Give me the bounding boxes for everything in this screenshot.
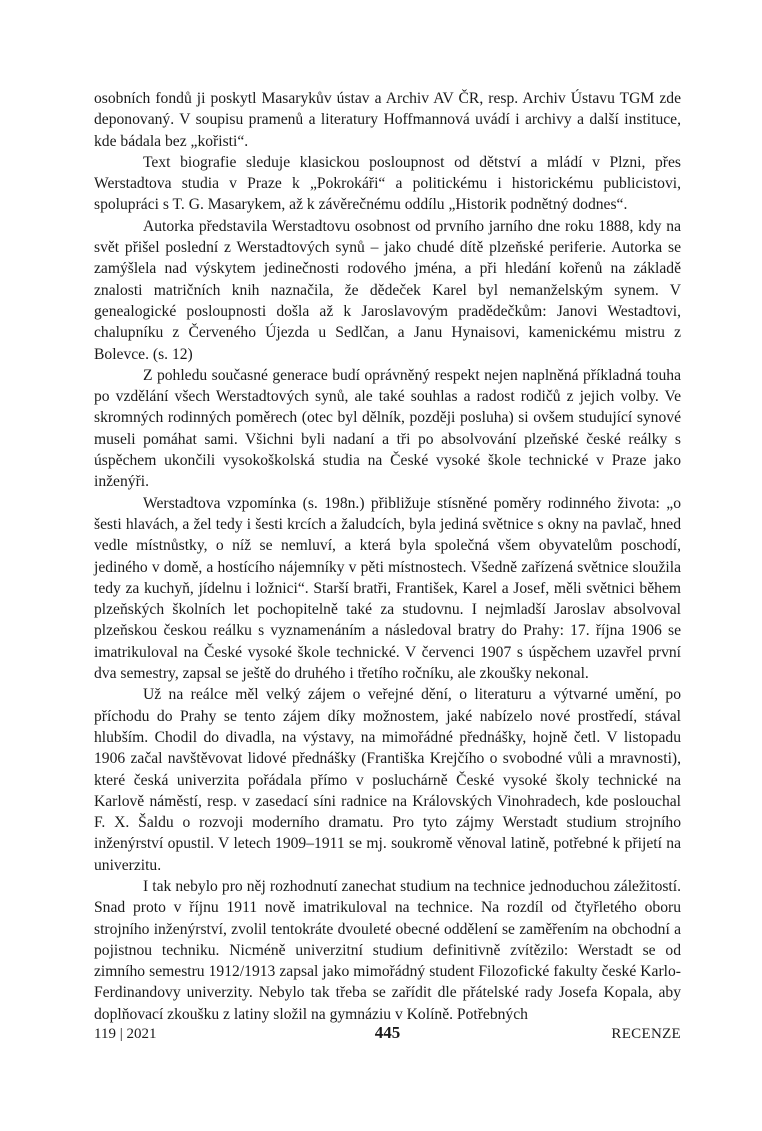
- paragraph-3: Autorka představila Werstadtovu osobnost od prvního jarního dne roku 1888, kdy na svět přišel poslední z Werstadtových synů – jako chudé dítě plzeňské periferie. Autorka se zamýšlela nad výskytem jedinečnosti rodového jména, a při hledání kořenů na základě znalosti matričních knih naznačila, že dědeček Karel byl nemanželským synem. V genealogické posloupnosti došla až k Jaroslavovým pradědečkům: Janovi Westadtovi, chalupníku z Červeného Újezda u Sedlčan, a Janu Hynaisovi, kamenickému mistru z Bolevce. (s. 12): [94, 217, 681, 363]
- page-footer: [94, 1023, 681, 1047]
- paragraph-1: osobních fondů ji poskytl Masarykův ústav a Archiv AV ČR, resp. Archiv Ústavu TGM zde deponovaný. V soupisu pramenů a literatury Hoffmannová uvádí i archivy a další instituce, kde bádala bez „kořisti“.: [94, 90, 681, 150]
- issue-label: 119 | 2021: [94, 1026, 157, 1042]
- page-number: 445: [374, 1023, 401, 1042]
- section-label: RECENZE: [611, 1026, 681, 1042]
- paragraph-5: Werstadtova vzpomínka (s. 198n.) přibližuje stísněné poměry rodinného života: „o šesti hlavách, a žel tedy i šesti krcích a žaludcích, byla jediná světnice s okny na pavlač, hned vedle místnůstky, o níž se nemluví, a která byla společná všem obyvatelům poschodí, jediného v domě, a hostícího nájemníky v pěti místnostech. Všedně zařízená světnice sloužila tedy za kuchyň, jídelnu i ložnici“. Starší bratři, František, Karel a Josef, měli světnici během plzeňských školních let pochopitelně také za studovnu. I nejmladší Jaroslav absolvoval plzeňskou českou reálku s vyznamenáním a následoval bratry do Prahy: 17. října 1906 se imatrikuloval na České vysoké škole technické. V červenci 1907 s úspěchem uzavřel první dva semestry, zapsal se ještě do druhého i třetího ročníku, ale zkoušky nekonal.: [94, 494, 681, 683]
- paragraph-2: Text biografie sleduje klasickou posloupnost od dětství a mládí v Plzni, přes Werstadtova studia v Praze k „Pokrokáři“ a politickému i historickému publicistovi, spolupráci s T. G. Masarykem, až k závěrečnému oddílu „Historik podnětný dodnes“.: [94, 153, 681, 214]
- paragraph-6: Už na reálce měl velký zájem o veřejné dění, o literaturu a výtvarné umění, po příchodu do Prahy se tento zájem díky možnostem, jaké nabízelo nové prostředí, stával hlubším. Chodil do divadla, na výstavy, na mimořádné přednášky, hojně četl. V listopadu 1906 začal navštěvovat lidové přednášky (Františka Krejčího o svobodné vůli a mravnosti), které česká univerzita pořádala přímo v posluchárně České vysoké školy technické na Karlově náměstí, resp. v zasedací síni radnice na Královských Vinohradech, kde poslouchal F. X. Šaldu o rozvoji moderního dramatu. Pro tyto zájmy Werstadt studium strojního inženýrství opustil. V letech 1909–1911 se mj. soukromě věnoval latině, potřebné k přijetí na univerzitu.: [94, 686, 681, 874]
- paragraph-4: Z pohledu současné generace budí oprávněný respekt nejen naplněná příkladná touha po vzdělání všech Werstadtových synů, ale také souhlas a radost rodičů z jejich volby. Ve skromných rodinných poměrech (otec byl dělník, později posluha) si ovšem studující synové museli pomáhat sami. Všichni byli nadaní a tři po absolvování plzeňské české reálky s úspěchem ukončili vysokoškolská studia na České vysoké škole technické v Praze jako inženýři.: [94, 366, 681, 491]
- paragraph-7: I tak nebylo pro něj rozhodnutí zanechat studium na technice jednoduchou záležitostí. Snad proto v říjnu 1911 nově imatrikuloval na technice. Na rozdíl od čtyřletého oboru strojního inženýrství, zvolil tentokráte dvouleté obecné oddělení se zaměřením na obchodní a pojistnou techniku. Nicméně univerzitní studium definitivně zvítězilo: Werstadt se od zimního semestru 1912/1913 zapsal jako mimořádný student Filozofické fakulty české Karlo-Ferdinandovy univerzity. Nebylo tak třeba se zařídit dle přátelské rady Josefa Kopala, aby doplňovací zkoušku z latiny složil na gymnáziu v Kolíně. Potřebných: [94, 877, 681, 1023]
- article-body: [94, 88, 681, 1025]
